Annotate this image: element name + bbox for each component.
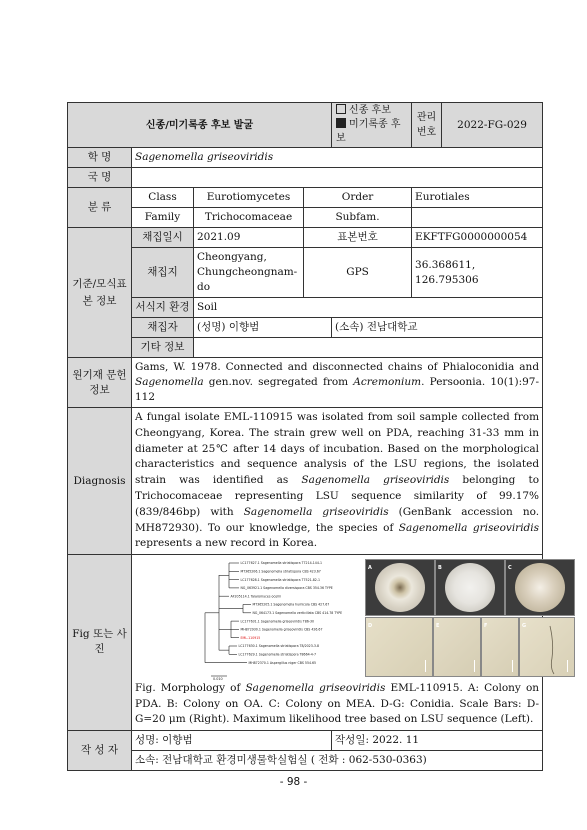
tree-tip-label: MT365206.1 Sagenomella striatispora CBS 423.67 — [240, 569, 321, 574]
tree-tip-label: LC177630.1 Sagenomella striatispora T8/2023-3-8 — [238, 644, 320, 649]
conidia-photo-g — [519, 617, 575, 677]
tree-tip-label: LC177631.1 Sagenomella griseoviridis T86-30 — [240, 619, 315, 624]
conidia-photo-f — [481, 617, 519, 677]
candidate-options — [332, 103, 412, 148]
family-value: Trichocomaceae — [194, 208, 304, 228]
petri-dish-icon — [515, 563, 565, 612]
panel-label-c: C — [508, 565, 512, 572]
other-info-label: 기타 정보 — [132, 338, 194, 358]
petri-dish-icon — [375, 563, 425, 612]
author-date: 작성일: 2022. 11 — [332, 730, 543, 750]
option-new: 신종 후보 — [336, 104, 407, 118]
collector-label: 채집자 — [132, 318, 194, 338]
colony-oa-photo — [435, 559, 505, 616]
colony-pda-photo — [365, 559, 435, 616]
phylogenetic-tree — [199, 559, 349, 681]
checkbox-empty-icon — [336, 104, 346, 114]
order-value: Eurotiales — [412, 188, 543, 208]
figure-area — [135, 559, 539, 681]
korean-name-value — [132, 168, 543, 188]
scale-bar-d — [425, 660, 427, 672]
diagnosis-text: A fungal isolate EML-110915 was isolated from soil sample collected from Cheongyang, Korea. The strain grew well on PDA, reaching 31-33 mm in diameter at 25℃ after 14 days of incubation. Based on the morphological characteristics and sequence analysis of the LSU regions, the isolated strain was identified as Sagenomella griseoviridis belonging to Trichocomaceae representing LSU sequence similarity of 99.17% (839/846bp) with Sagenomella griseoviridis (GenBank accession no. MH872930). To our knowledge, the species of Sagenomella griseoviridis represents a new record in Korea. — [132, 408, 543, 555]
tree-tip-label: MH872930.1 Sagenomella griseoviridis CBS 426.67 — [240, 627, 323, 632]
conidia-photo-d — [365, 617, 433, 677]
petri-dish-icon — [445, 563, 495, 612]
class-value: Eurotiomycetes — [194, 188, 304, 208]
tree-tip-label: LC177627.1 Sagenomella striatispora T7214-144-1 — [240, 561, 323, 566]
specimen-no-value: EKFTFG0000000054 — [412, 228, 543, 248]
figure-cell — [132, 555, 543, 731]
panel-label-a: A — [368, 565, 372, 572]
form-title: 신종/미기록종 후보 발굴 — [68, 103, 332, 148]
scale-bar-f — [512, 660, 514, 672]
other-info-value — [194, 338, 543, 358]
habitat-label: 서식지 환경 — [132, 298, 194, 318]
scale-label: 0.010 — [213, 677, 223, 682]
author-name: 성명: 이향범 — [132, 730, 332, 750]
author-affiliation: 소속: 전남대학교 환경미생물학실험실 ( 전화 : 062-530-0363) — [132, 750, 543, 770]
habitat-value: Soil — [194, 298, 543, 318]
korean-name-label: 국 명 — [68, 168, 132, 188]
collector-name: (성명) 이향범 — [194, 318, 332, 338]
scale-bar-g — [567, 660, 569, 672]
original-ref-label: 원기재 문헌 정보 — [68, 358, 132, 408]
tree-tip-label: NG_064173.1 Sagenomella verticillata CBS 414.78 TYPE — [252, 611, 343, 616]
classification-label: 분 류 — [68, 188, 132, 228]
panel-label-d: D — [368, 623, 373, 630]
tree-tip-label: AF205114.1 Talaromyces ocellii — [230, 594, 281, 599]
scientific-name-label: 학 명 — [68, 148, 132, 168]
option-unrecorded: 미기록종 후보 — [336, 119, 401, 144]
family-label: Family — [132, 208, 194, 228]
site-value: Cheongyang, Chungcheongnam-do — [194, 248, 304, 298]
collector-affiliation: (소속) 전남대학교 — [332, 318, 543, 338]
mgmt-number: 2022-FG-029 — [442, 103, 543, 148]
scale-bar-e — [474, 660, 476, 672]
panel-label-g: G — [522, 623, 527, 630]
tree-tip-label: NG_063921.1 Sagenomella diversispora CBS 354.36 TYPE — [240, 586, 333, 591]
original-ref-value: Gams, W. 1978. Connected and disconnected chains of Phialoconidia and Sagenomella gen.nov. segregated from Acremonium. Persoonia. 10(1):97-112 — [132, 358, 543, 408]
conidia-photo-e — [433, 617, 481, 677]
gps-value: 36.368611, 126.795306 — [412, 248, 543, 298]
mgmt-label: 관리번호 — [412, 103, 442, 148]
panel-label-e: E — [436, 623, 440, 630]
subfam-value — [412, 208, 543, 228]
panel-label-b: B — [438, 565, 442, 572]
class-label: Class — [132, 188, 194, 208]
specimen-label: 기준/모식표 본 정보 — [68, 228, 132, 358]
tree-tip-label: LC177629.1 Sagenomella striatispora T8664-4-7 — [238, 652, 316, 657]
figure-label: Fig 또는 사진 — [68, 555, 132, 731]
gps-label: GPS — [304, 248, 412, 298]
tree-tip-label: MH872370.1 Aspergillus niger CBS 554.65 — [248, 660, 317, 665]
author-label: 작 성 자 — [68, 730, 132, 770]
date-value: 2021.09 — [194, 228, 304, 248]
tree-tip-label: EML-110915 — [240, 636, 261, 641]
record-form — [67, 102, 543, 771]
date-label: 채집일시 — [132, 228, 194, 248]
page-number: - 98 - — [279, 776, 308, 788]
scientific-name-value: Sagenomella griseoviridis — [132, 148, 543, 168]
colony-mea-photo — [505, 559, 575, 616]
diagnosis-label: Diagnosis — [68, 408, 132, 555]
photo-panels — [365, 559, 573, 679]
subfam-label: Subfam. — [304, 208, 412, 228]
specimen-no-label: 표본번호 — [304, 228, 412, 248]
tree-tip-label: MT365205.1 Sagenomella humicola CBS 427.67 — [252, 602, 330, 607]
tree-tip-label: LC177628.1 Sagenomella striatispora T7521-82-1 — [240, 577, 321, 582]
checkbox-filled-icon — [336, 118, 346, 128]
order-label: Order — [304, 188, 412, 208]
figure-caption: Fig. Morphology of Sagenomella griseoviridis EML-110915. A: Colony on PDA. B: Colony on OA. C: Colony on MEA. D-G: Conidia. Scale Bars: D-G=20 μm (Right). Maximum likelihood tree based on LSU sequence (Left). — [135, 682, 540, 726]
panel-label-f: F — [484, 623, 488, 630]
site-label: 채집지 — [132, 248, 194, 298]
